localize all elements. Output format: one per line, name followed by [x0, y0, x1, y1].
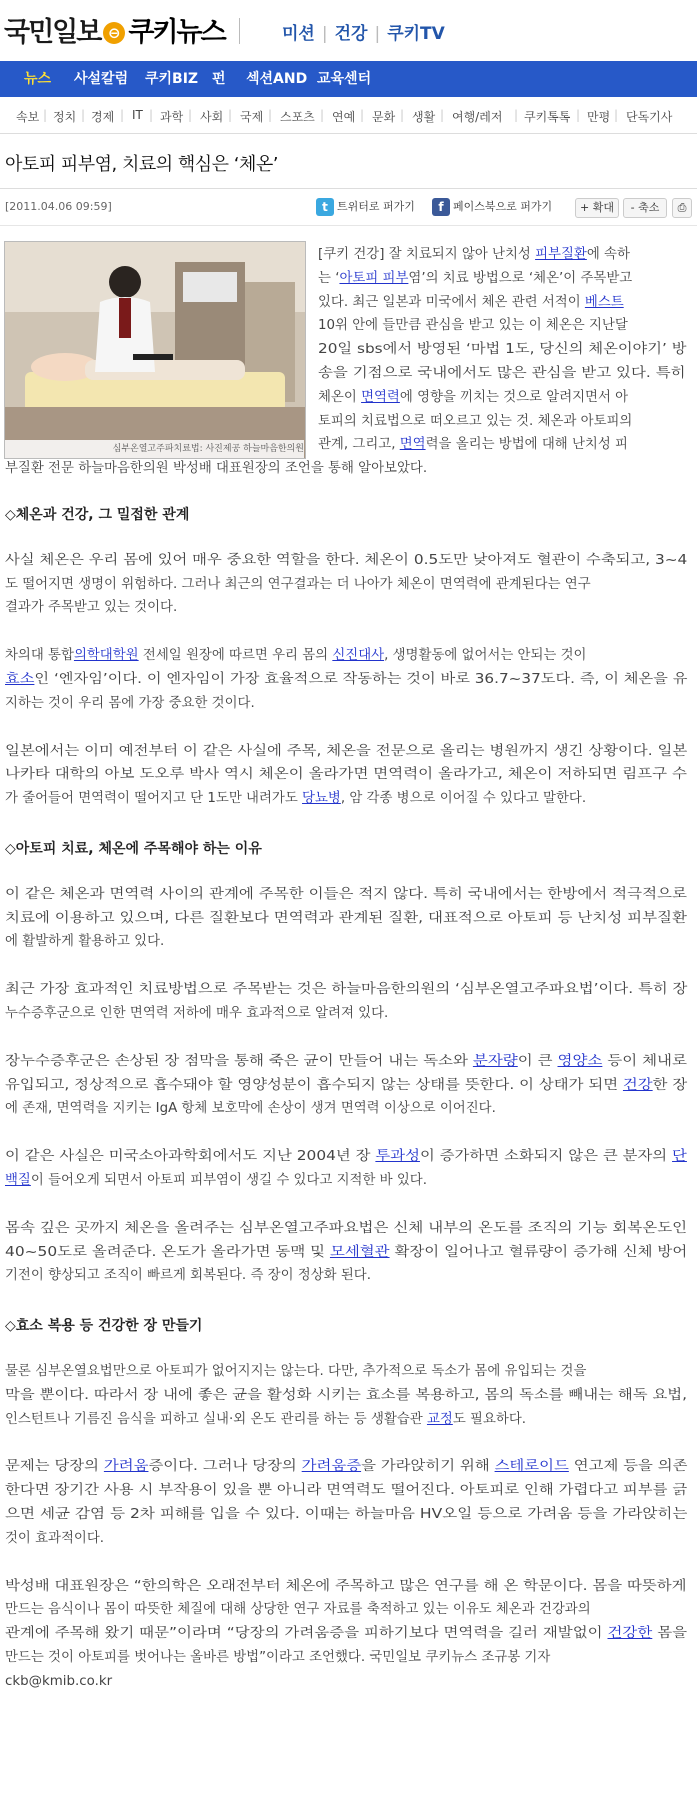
text-run: 에 존재, 면역력을 지키는 IgA 항체 보호막에 손상이 생겨 면역력 이상으로 이어진다. — [5, 1101, 496, 1117]
body-line — [5, 1360, 586, 1384]
print-icon: ⎙ — [677, 201, 687, 214]
keyword-link[interactable]: 당뇨병 — [302, 791, 341, 807]
subnav-divider: | — [400, 108, 405, 122]
text-run: 10위 안에 들만큼 관심을 받고 있는 이 체온은 지난달 — [318, 318, 628, 334]
keyword-link[interactable]: 효소 — [5, 672, 35, 687]
keyword-link[interactable]: 가려움 — [103, 1459, 149, 1475]
text-run: 나카타 대학의 아보 도오루 박사 역시 체온이 올라가면 면역력이 올라가고, 체온이 저하되면 림프구 수 — [5, 767, 687, 783]
body-line — [5, 1074, 687, 1098]
facebook-share[interactable] — [432, 198, 552, 216]
subnav-item[interactable]: 쿠키톡톡 — [524, 110, 571, 124]
subnav-item[interactable]: 만평 — [587, 110, 611, 124]
body-line — [5, 573, 591, 597]
twitter-share[interactable] — [316, 198, 415, 216]
body-line — [318, 433, 628, 457]
article-photo — [4, 241, 306, 459]
keyword-link[interactable]: 백질 — [5, 1173, 31, 1188]
keyword-link[interactable]: 아토피 피부 — [339, 270, 409, 286]
print-button[interactable] — [672, 198, 692, 218]
text-run: 이 큰 — [517, 1053, 558, 1069]
text-run: 차의대 통합 — [5, 648, 74, 664]
toplink-divider: | — [374, 24, 381, 44]
body-line — [5, 1241, 687, 1265]
toplink-mission[interactable]: 미션 — [282, 24, 315, 44]
text-run: 이 증가하면 소화되지 않은 큰 분자의 — [419, 1149, 673, 1165]
text-run: 물론 심부온열요법만으로 아토피가 없어지지는 않는다. 다만, 추가적으로 독소가 몸에 유입되는 것을 — [5, 1364, 587, 1379]
top-links — [282, 19, 452, 44]
body-line — [5, 692, 255, 716]
text-run: 이 같은 사실은 미국소아과학회에서도 지난 2004년 장 — [5, 1149, 376, 1165]
body-line — [5, 1575, 687, 1599]
keyword-link[interactable]: 피부질환 — [535, 247, 587, 262]
text-run: 증이다. 그러나 당장의 — [148, 1459, 302, 1475]
body-line — [318, 267, 632, 291]
logo-dot-icon: ⊖ — [103, 22, 125, 44]
body-line — [318, 386, 628, 410]
subnav-item[interactable]: 단독기사 — [626, 110, 673, 124]
subnav-item[interactable]: 사회 — [200, 110, 224, 124]
text-run: 가 줄어들어 면역력이 떨어지고 단 1도만 내려가도 — [5, 791, 303, 807]
body-line — [5, 907, 687, 931]
text-run: 누수증후군으로 인한 면역력 저하에 매우 효과적으로 알려져 있다. — [5, 1006, 389, 1021]
subnav-divider: | — [320, 108, 325, 122]
subnav-divider: | — [228, 108, 233, 122]
treatment-photo-illustration — [5, 242, 305, 458]
keyword-link[interactable]: 영양소 — [557, 1053, 603, 1069]
keyword-link[interactable]: 면역력 — [361, 389, 400, 405]
subnav-divider: | — [614, 108, 619, 122]
keyword-link[interactable]: 건강 — [622, 1077, 653, 1093]
text-run: 으면 세균 감염 등 2차 피해를 입을 수 있다. 이때는 하늘마음 HV오일 등으로 가려움 등을 가라앉히는 — [5, 1507, 688, 1522]
text-run: 체온이 — [318, 389, 362, 405]
text-run: 문제는 당장의 — [5, 1459, 104, 1475]
body-line — [5, 1479, 687, 1503]
text-run: 인 ‘엔자임’이다. 이 엔자임이 가장 효율적으로 작동하는 것이 바로 36.7~37도다. 즉, 이 체온을 유 — [34, 672, 688, 687]
body-line — [5, 1646, 550, 1670]
text-run: 관계에 주목해 왔기 때문”이라며 “당장의 가려움증을 피하기보다 면역력을 길러 재발없이 — [5, 1626, 608, 1642]
nav-editorial[interactable]: 사설칼럼 — [74, 71, 129, 87]
nav-education[interactable]: 교육센터 — [317, 71, 372, 87]
zoom-in-button[interactable]: + 확대 — [575, 198, 619, 218]
toplink-kukitv[interactable]: 쿠키TV — [387, 24, 445, 44]
text-run: 이 같은 체온과 면역력 사이의 관계에 주목한 이들은 적지 않다. 특히 국내에서는 한방에서 적극적으로 — [5, 886, 687, 902]
text-run: 사실 체온은 우리 몸에 있어 매우 중요한 역할을 한다. 체온이 0.5도만 낮아져도 혈관이 수축되고, 3~4 — [5, 552, 688, 568]
sub-nav — [0, 104, 697, 130]
text-run: 인스턴트나 기름진 음식을 피하고 실내·외 온도 관리를 하는 등 생활습관 — [5, 1411, 427, 1427]
subnav-divider: | — [360, 108, 365, 122]
subnav-item[interactable]: 연예 — [332, 110, 356, 124]
section-heading: ◇체온과 건강, 그 밀접한 관계 — [5, 507, 190, 523]
text-run: 도 떨어지면 생명이 위험하다. 그러나 최근의 연구결과는 더 나아가 체온이 면역력에 관계된다는 연구 — [5, 576, 591, 592]
body-line — [318, 362, 686, 386]
text-run: 박성배 대표원장은 “한의학은 오래전부터 체온에 주목하고 많은 연구를 해 온 학문이다. 몸을 따뜻하게 — [5, 1578, 687, 1594]
subnav-divider: | — [188, 108, 193, 122]
body-line — [5, 1169, 427, 1193]
subnav-divider: | — [440, 108, 445, 122]
text-run: 확장이 일어나고 혈류량이 증가해 신체 방어 — [389, 1244, 688, 1260]
body-line — [5, 740, 687, 764]
text-run: 전세일 원장에 따르면 우리 몸의 — [138, 648, 333, 664]
text-run: 염’의 치료 방법으로 ‘체온’이 주목받고 — [408, 270, 633, 286]
text-run: 결과가 주목받고 있는 것이다. — [5, 600, 178, 616]
body-line — [5, 930, 164, 954]
logo-divider — [239, 18, 240, 44]
keyword-link[interactable]: 투과성 — [375, 1149, 420, 1165]
keyword-link[interactable]: 건강한 — [607, 1626, 653, 1642]
photo-caption: 심부온열고주파치료법: 사진제공 하늘마음한의원 — [5, 440, 304, 458]
body-line — [5, 1622, 687, 1646]
body-line — [5, 457, 427, 481]
subnav-divider: | — [514, 108, 519, 122]
toplink-health[interactable]: 건강 — [334, 24, 368, 44]
body-line — [5, 1145, 687, 1169]
body-line — [5, 978, 687, 1002]
nav-kukibiz[interactable]: 쿠키BIZ — [145, 71, 199, 87]
nav-fun[interactable]: 펀 — [212, 71, 226, 87]
divider — [0, 188, 697, 189]
body-line — [5, 596, 177, 620]
logo-kuki-text: 쿠키뉴스 — [128, 17, 225, 48]
text-run: 최근 가장 효과적인 치료방법으로 주목받는 것은 하늘마음한의원의 ‘심부온열고주파요법’이다. 특히 장 — [5, 982, 688, 998]
facebook-icon: f — [432, 198, 450, 216]
body-line — [318, 291, 624, 315]
subnav-item[interactable]: 스포츠 — [280, 110, 315, 124]
text-run: 토피의 치료법으로 떠오르고 있는 것. 체온과 아토피의 — [318, 413, 633, 429]
text-run: 한다면 장기간 사용 시 부작용이 있을 뿐 아니라 면역력도 떨어진다. 아토피로 인해 가렵다고 피부를 긁 — [5, 1483, 688, 1499]
text-run: 몸속 깊은 곳까지 체온을 올려주는 심부온열고주파요법은 신체 내부의 온도를 조직의 기능 회복온도인 — [5, 1220, 688, 1236]
keyword-link[interactable]: 스테로이드 — [494, 1459, 569, 1475]
text-run: 몸을 — [652, 1626, 688, 1642]
subnav-divider: | — [120, 108, 125, 122]
text-run: , 암 각종 병으로 이어질 수 있다고 말한다. — [340, 791, 587, 807]
body-line — [5, 787, 586, 811]
body-line — [5, 1050, 687, 1074]
subnav-divider: | — [268, 108, 273, 122]
subnav-item[interactable]: 여행/레저 — [452, 110, 503, 124]
body-line — [5, 1384, 687, 1408]
text-run: 에 활발하게 활용하고 있다. — [5, 934, 165, 950]
text-run: 만드는 것이 아토피를 벗어나는 올바른 방법”이라고 조언했다. 국민일보 쿠키뉴스 조규봉 기자 — [5, 1650, 551, 1665]
text-run: 만드는 음식이나 몸이 따뜻한 체질에 대해 상당한 연구 자료를 축적하고 있는 이유도 체온과 건강과의 — [5, 1602, 591, 1618]
text-run: 관계, 그리고, — [318, 437, 400, 453]
article-date: [2011.04.06 09:59] — [5, 200, 112, 213]
divider — [0, 133, 697, 134]
logo-text: 국민일보 — [4, 17, 101, 48]
subnav-item[interactable]: 속보 — [16, 110, 40, 124]
body-line — [5, 1527, 104, 1551]
text-run: ckb@kmib.co.kr — [5, 1673, 113, 1689]
keyword-link[interactable]: 교정 — [426, 1411, 453, 1427]
subnav-item[interactable]: 과학 — [160, 110, 184, 124]
subnav-item[interactable]: 경제 — [91, 110, 115, 124]
text-run: 있다. 최근 일본과 미국에서 체온 관련 서적이 — [318, 294, 585, 310]
text-run: 한 장 — [652, 1077, 688, 1093]
text-run: 력을 올리는 방법에 대해 난치성 피 — [425, 437, 628, 453]
body-line — [5, 1408, 526, 1432]
keyword-link[interactable]: 면역 — [399, 437, 426, 453]
subnav-divider: | — [43, 108, 48, 122]
twitter-share-label: 트위터로 퍼가기 — [337, 200, 415, 213]
body-line — [318, 338, 686, 362]
zoom-out-button[interactable]: - 축소 — [623, 198, 667, 218]
text-run: [쿠키 건강] 잘 치료되지 않아 난치성 — [318, 247, 536, 262]
subnav-divider: | — [149, 108, 154, 122]
text-run: 기전이 향상되고 조직이 빠르게 회복된다. 즉 장이 정상화 된다. — [5, 1268, 371, 1284]
text-run: 것이 효과적이다. — [5, 1530, 105, 1546]
toplink-divider: | — [321, 24, 328, 44]
text-run: 치료에 이용하고 있으며, 다른 질환보다 면역력과 관계된 질환, 대표적으로 아토피 등 난치성 피부질환 — [5, 910, 687, 926]
subnav-item[interactable]: 문화 — [372, 110, 396, 124]
body-line — [318, 314, 628, 338]
text-run: 송을 기점으로 국내에서도 많은 관심을 받고 있다. 특히 — [318, 366, 686, 381]
keyword-link[interactable]: 가려움증 — [301, 1459, 362, 1475]
text-run: 장누수증후군은 손상된 장 점막을 통해 죽은 균이 만들어 내는 독소와 — [5, 1053, 473, 1069]
body-line — [5, 1002, 388, 1026]
subnav-divider: | — [576, 108, 581, 122]
text-run: 에 영향을 끼치는 것으로 알려지면서 아 — [399, 389, 629, 405]
body-line — [5, 763, 687, 787]
body-line — [5, 1217, 687, 1241]
section-heading: ◇아토피 치료, 체온에 주목해야 하는 이유 — [5, 841, 262, 857]
main-nav — [0, 61, 697, 97]
keyword-link[interactable]: 베스트 — [584, 294, 624, 310]
body-line — [5, 1264, 371, 1288]
text-run: 유입되고, 정상적으로 흡수돼야 할 영양성분이 흡수되지 않는 상태를 뜻한다. 이 상태가 되면 — [5, 1077, 623, 1093]
body-line — [318, 410, 632, 434]
text-run: 일본에서는 이미 예전부터 이 같은 사실에 주목, 체온을 전문으로 올리는 병원까지 생긴 상황이다. 일본 — [5, 743, 688, 759]
subnav-item[interactable]: 생활 — [412, 110, 436, 124]
body-line — [5, 1598, 591, 1622]
body-line — [5, 1670, 112, 1694]
text-run: 연고제 등을 의존 — [568, 1459, 688, 1475]
nav-news[interactable]: 뉴스 — [24, 71, 52, 87]
site-header — [0, 0, 697, 60]
text-run: 을 가라앉히기 위해 — [361, 1459, 495, 1475]
twitter-icon: t — [316, 198, 334, 216]
text-run: 20일 sbs에서 방영된 ‘마법 1도, 당신의 체온이야기’ 방 — [318, 342, 687, 358]
text-run: , 생명활동에 없어서는 안되는 것이 — [384, 648, 587, 664]
text-run: 등이 체내로 — [602, 1053, 687, 1069]
body-line — [5, 668, 687, 692]
text-run: 막을 뿐이다. 따라서 장 내에 좋은 균을 활성화 시키는 효소를 복용하고, 몸의 독소를 빼내는 해독 요법, — [5, 1387, 688, 1403]
divider — [0, 225, 697, 226]
keyword-link[interactable]: 모세혈관 — [329, 1244, 390, 1260]
text-run: 부질환 전문 하늘마음한의원 박성배 대표원장의 조언을 통해 알아보았다. — [5, 461, 428, 477]
body-line — [5, 883, 687, 907]
keyword-link[interactable]: 단 — [672, 1149, 687, 1165]
subnav-item[interactable]: 정치 — [53, 110, 77, 124]
body-line — [5, 1503, 687, 1527]
body-line — [318, 243, 630, 267]
nav-section-and[interactable]: 섹션AND — [246, 71, 308, 87]
section-heading: ◇효소 복용 등 건강한 장 만들기 — [5, 1318, 203, 1335]
body-line — [5, 1097, 496, 1121]
facebook-share-label: 페이스북으로 퍼가기 — [453, 200, 553, 213]
body-line — [5, 549, 687, 573]
text-run: 도 필요하다. — [452, 1411, 527, 1427]
text-run: 40~50도로 올려준다. 온도가 올라가면 동맥 및 — [5, 1244, 330, 1260]
text-run: 는 ‘ — [318, 270, 340, 286]
article-meta — [0, 196, 697, 220]
text-run: 지하는 것이 우리 몸에 가장 중요한 것이다. — [5, 695, 255, 711]
site-logo[interactable] — [4, 10, 252, 49]
subnav-item[interactable]: IT — [132, 108, 143, 122]
subnav-item[interactable]: 국제 — [240, 110, 264, 124]
keyword-link[interactable]: 분자량 — [472, 1053, 518, 1069]
text-run: 이 들어오게 되면서 아토피 피부염이 생길 수 있다고 지적한 바 있다. — [30, 1173, 427, 1188]
body-line — [5, 644, 586, 668]
text-run: 에 속하 — [586, 247, 630, 262]
keyword-link[interactable]: 의학대학원 — [73, 648, 139, 664]
article-title: 아토피 피부염, 치료의 핵심은 ‘체온’ — [5, 154, 278, 175]
subnav-divider: | — [81, 108, 86, 122]
keyword-link[interactable]: 신진대사 — [332, 648, 385, 664]
body-line — [5, 1455, 687, 1479]
